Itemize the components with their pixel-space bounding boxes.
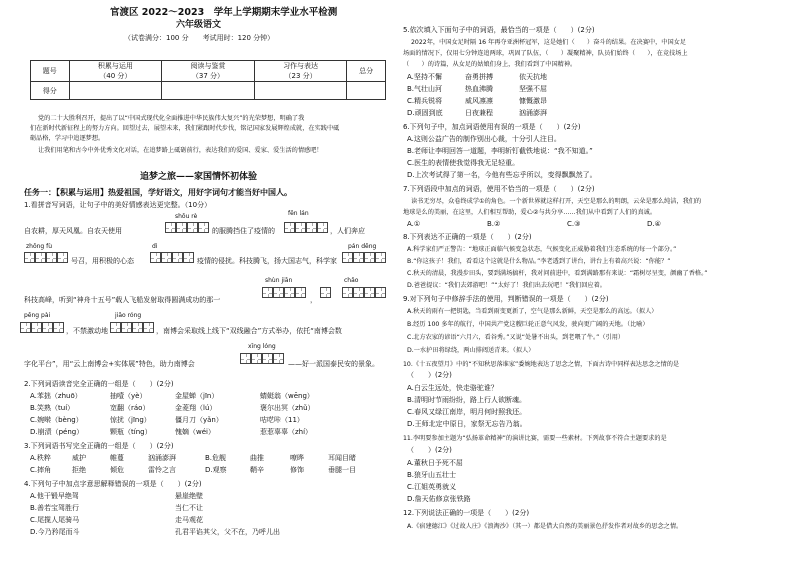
option-text: A.① bbox=[407, 220, 421, 228]
q12-stem: 12.下列说法正确的一项是（ ）(2分) bbox=[403, 509, 530, 517]
option-text: 倾危 bbox=[110, 466, 124, 474]
score-row-label: 得分 bbox=[31, 82, 70, 100]
option-text: C.医生的表情使我觉得我无足轻重。 bbox=[407, 159, 520, 167]
option-text: 颗瓶（tíng） bbox=[110, 428, 152, 436]
q1-text: 字化平台”，用“云上南博会+实体展”特色，助力南博会 bbox=[24, 360, 195, 368]
option-text: D.崩渍（péng） bbox=[30, 428, 84, 436]
option-text: C.尾揽人尾骑马 bbox=[30, 516, 80, 524]
option-text: A.科学家们严正警告：“地球正面临气候变急状态，气候变化正威胁着我们生态系统的每一个部分。” bbox=[407, 246, 677, 253]
intro-line: 让我们用笔和古今中外优秀文化对话，在追梦路上砥砺前行，表达我们的爱国、爱家、爱生活的情感吧！ bbox=[38, 147, 323, 154]
option-text: 耳闻目睹 bbox=[328, 454, 356, 462]
q2-stem: 2.下列词语读音完全正确的一组是（ ）(2分) bbox=[24, 380, 174, 388]
q1-text: ，人们奔应 bbox=[330, 227, 365, 235]
option-text: 依天抗地 bbox=[519, 73, 547, 81]
q1-text: ——好一派国泰民安的景象。 bbox=[288, 360, 379, 368]
option-text: 宽翻（ráo） bbox=[110, 404, 150, 412]
option-text: B.② bbox=[487, 220, 501, 228]
option-text: 金菱翔（lú） bbox=[175, 404, 217, 412]
answer-grid[interactable] bbox=[150, 252, 194, 263]
option-text: 咕呓咔（11） bbox=[260, 416, 304, 424]
answer-grid[interactable] bbox=[165, 222, 209, 233]
q1-text: 自农耕，厚天风凰。自农天使用 bbox=[24, 227, 122, 235]
answer-grid[interactable] bbox=[262, 287, 306, 298]
intro-line: 砺品格，学习中追逐梦想。 bbox=[30, 135, 105, 142]
option-text: 威风凛凛 bbox=[465, 97, 493, 105]
option-text: D.上次考试得了第一名，今他有些忘乎所以，变得飘飘然了。 bbox=[407, 171, 597, 179]
option-text: D.今乃矜尾而斗 bbox=[30, 528, 80, 536]
option-text: 走马观花 bbox=[175, 516, 203, 524]
q1-text: ，南博会采取线上线下“双线融合”方式举办，依托“南博会数 bbox=[156, 327, 342, 335]
exam-title: 官渡区 2022～2023 学年上学期期末学业水平检测 bbox=[110, 7, 338, 18]
q5-stem: 5.依次填入下面句子中的词语，最恰当的一项是（ ）(2分) bbox=[403, 26, 595, 34]
answer-grid[interactable] bbox=[284, 222, 328, 233]
option-text: A.这则公益广告的制作别出心裁，十分引人注目。 bbox=[407, 135, 561, 143]
score-header-cell: 习作与表达 （23 分） bbox=[254, 61, 347, 82]
option-text: B.危舰 bbox=[205, 454, 227, 462]
q1-text: ，不禁激动地 bbox=[66, 327, 108, 335]
section-title: 追梦之旅——家国情怀初体验 bbox=[140, 172, 258, 182]
option-text: A.《宿建德江》《过故人庄》《浪淘沙》（其一）都是借大自然的美丽景色抒发作者对故乡的思念之情。 bbox=[407, 523, 683, 530]
option-text: C.精兵锐将 bbox=[407, 97, 443, 105]
option-text: B.气壮山河 bbox=[407, 85, 443, 93]
q3-stem: 3.下列词语书写完全正确的一组是（ ）(2分) bbox=[24, 442, 174, 450]
pinyin: xīng lóng bbox=[248, 343, 276, 350]
q1-text: ， bbox=[310, 296, 317, 304]
option-text: 修饰 bbox=[290, 466, 304, 474]
q11-stem: 11.李明要参加主题为“弘扬革命精神”的演讲比赛，需要一些素材。下列故事不符合主题要求的是 bbox=[403, 435, 667, 442]
option-text: 蜻蜓翁（wēng） bbox=[260, 392, 314, 400]
answer-grid[interactable] bbox=[342, 287, 386, 298]
option-text: C.摔角 bbox=[30, 466, 52, 474]
q9-stem: 9.对下列句子中修辞手法的使用，判断错误的一项是（ ）(2分) bbox=[403, 295, 609, 303]
score-header-cell: 题号 bbox=[31, 61, 70, 82]
option-text: 奋勇拼搏 bbox=[465, 73, 493, 81]
task-one-heading: 任务一：【积累与运用】热爱祖国，学好语文，用好字词句才能当好中国人。 bbox=[24, 188, 292, 197]
intro-line: 们在新时代新征程上的努力方向。回望过去，展望未来，我们紧跟时代步伐，铭记国家发展辉煌成就，在实践中砥 bbox=[30, 125, 340, 132]
option-text: B.笑熟（tuí） bbox=[30, 404, 75, 412]
option-text: C.北方农家的谚语“六月六，看谷秀。”又说“处暑不出头，到老喂了牛。”（引用） bbox=[407, 334, 625, 341]
option-text: C.春风又绿江南岸，明月何时照我还。 bbox=[407, 408, 527, 416]
option-text: B.狼牙山五壮士 bbox=[407, 471, 457, 479]
option-text: B.老师让李明回答一道题，李明斩钉截铁地说：“我不知道。” bbox=[407, 147, 593, 155]
pinyin: chǎo bbox=[344, 277, 359, 284]
option-text: B.清明时节雨纷纷，路上行人欲断魂。 bbox=[407, 396, 527, 404]
q6-stem: 6.下列句子中，加点词语使用有误的一项是（ ）(2分) bbox=[403, 123, 581, 131]
q1-stem: 1.看拼音写词语，让句子中的美好情感表达更完整。（10分） bbox=[24, 201, 212, 209]
q5-passage: （ ）的诗篇，从女足的姑娘们身上，我们看到了中国精神。 bbox=[403, 61, 577, 68]
option-text: 雷怜之言 bbox=[148, 466, 176, 474]
q5-passage: 场面的情况下，仅用七分钟连追两球，巩固了队伍，（ ）凝聚精神，队员们始终（ ），在竞技场上 bbox=[403, 50, 688, 57]
option-text: A.他干锻早绝驾 bbox=[30, 492, 79, 500]
option-text: A.董秋日予死不屈 bbox=[407, 459, 463, 467]
pinyin: shōu rè bbox=[175, 213, 198, 220]
option-text: 金屋蝉（jīn） bbox=[175, 392, 219, 400]
option-text: A.白云生远处，快走骆驼谁？ bbox=[407, 384, 498, 392]
q7-passage: 地球是么的美丽，在这里，人们相互帮助，爱心②与共分享……我们从中看到了人们的真诚。 bbox=[403, 209, 657, 216]
option-text: D.一水护田将绿绕，两山排闼送青来。（拟人） bbox=[407, 347, 535, 354]
option-text: 汹涌澎湃 bbox=[519, 109, 547, 117]
option-text: 惹惹辜辜（zhí） bbox=[260, 428, 313, 436]
q10-stem: （ ）(2分) bbox=[407, 371, 452, 379]
option-text: 僵月刀（yǎn） bbox=[175, 416, 223, 424]
option-text: 愧嫡（wéi） bbox=[175, 428, 215, 436]
score-cell[interactable] bbox=[69, 82, 162, 100]
q5-passage: 2022年，中国女足时隔 16 年再夺亚洲杯冠军，这是她们（ ）奋斗的结果。在决赛中，中国女足 bbox=[411, 39, 687, 46]
option-text: B.善若宝驾胜行 bbox=[30, 504, 80, 512]
score-cell[interactable] bbox=[347, 82, 386, 100]
option-text: D.詹天佑修京张铁路 bbox=[407, 495, 471, 503]
q10-stem: 10.《十五夜望月》中的“不知秋思落谁家”委婉地表达了思念之情，下面古诗中同样表达思念之情的是 bbox=[403, 361, 680, 368]
score-header-cell: 积累与运用 （40 分） bbox=[69, 61, 162, 82]
option-text: D.顽固到底 bbox=[407, 109, 443, 117]
option-text: C.③ bbox=[567, 220, 581, 228]
q11-stem: （ ）(2分) bbox=[407, 446, 452, 454]
option-text: 悬崖绝壁 bbox=[175, 492, 203, 500]
option-text: D.观察 bbox=[205, 466, 227, 474]
option-text: D.王师北定中原日，家祭无忘告乃翁。 bbox=[407, 420, 527, 428]
q1-text: 科技高峰，听到“神舟十五号”载人飞船发射取得圆满成功的那一 bbox=[24, 296, 221, 304]
q4-stem: 4.下列句子中加点字意思解释错误的一项是（ ）(2分) bbox=[24, 480, 202, 488]
q1-text: 疫情的侵扰。科技腾飞，扬大国志气，科学家 bbox=[197, 257, 337, 265]
q7-stem: 7.下列语段中加点的词语，使用不恰当的一项是（ ）(2分) bbox=[403, 185, 595, 193]
right-column bbox=[397, 0, 794, 562]
option-text: 坚强不屈 bbox=[519, 85, 547, 93]
score-table bbox=[30, 60, 386, 100]
pinyin: shùn jiān bbox=[265, 277, 293, 284]
option-text: 日夜兼程 bbox=[465, 109, 493, 117]
pinyin: dì bbox=[152, 243, 158, 250]
score-header-cell: 阅读与鉴赏 （37 分） bbox=[162, 61, 255, 82]
option-text: A.苯拙（zhuō） bbox=[30, 392, 82, 400]
option-text: A.秩粹 bbox=[30, 454, 51, 462]
q7-passage: 读书无穷尽，众卷终成学①的角色。一个新世界就这样打开，天空是那么的明朗，云朵是那么纯洁，我们的 bbox=[411, 198, 702, 205]
answer-grid[interactable] bbox=[110, 322, 154, 333]
option-text: 孔君平谄其父，父不在，乃呼儿出 bbox=[175, 528, 280, 536]
option-text: 曲推 bbox=[250, 454, 264, 462]
option-text: C.婉啭（bèng） bbox=[30, 416, 83, 424]
pinyin: jiāo róng bbox=[115, 312, 142, 319]
option-text: 褒尔出冥（zhǔ） bbox=[260, 404, 315, 412]
option-text: 汹涌澎湃 bbox=[148, 454, 176, 462]
option-text: A.秋天的雨有一把钥匙，当看到雨变更新了，空气是那么新鲜，天空是那么的高远。（拟人） bbox=[407, 308, 658, 315]
option-text: 帷蔓 bbox=[110, 454, 124, 462]
exam-info: （试卷满分：100 分 考试用时：120 分钟） bbox=[124, 34, 275, 42]
pinyin: fēn lán bbox=[288, 210, 309, 217]
intro-line: 党的二十大胜利召开，提出了以“中国式现代化全面推进中华民族伟大复兴”的光荣梦想，明确了我 bbox=[38, 115, 305, 122]
pinyin: zhōng fù bbox=[26, 243, 53, 250]
score-header-cell: 总分 bbox=[347, 61, 386, 82]
q1-text: 的服腾挡住了疫情的 bbox=[212, 227, 275, 235]
answer-grid[interactable] bbox=[342, 252, 386, 263]
option-text: 抽噎（yè） bbox=[110, 392, 147, 400]
option-text: 鞘辛 bbox=[250, 466, 264, 474]
answer-grid[interactable] bbox=[320, 287, 331, 298]
answer-grid[interactable] bbox=[24, 252, 68, 263]
option-text: D.④ bbox=[647, 220, 661, 228]
pinyin: pēng pài bbox=[24, 312, 51, 319]
q1-text: 号召，用积极的心态 bbox=[71, 257, 134, 265]
q8-stem: 8.下列表达不正确的一项是（ ）(2分) bbox=[403, 233, 532, 241]
option-text: D.爸爸提议：“我们去郊游吧！”“太好了！我们出去玩吧！”我们回应着。 bbox=[407, 282, 606, 289]
option-text: 惊扰（jīng） bbox=[110, 416, 151, 424]
score-cell[interactable] bbox=[162, 82, 255, 100]
answer-grid[interactable] bbox=[20, 322, 64, 333]
option-text: 拒绝 bbox=[72, 466, 86, 474]
option-text: B.“你这孩子！我们，看看这个这就是什么物品。”李老透到了讲台，讲台上有着高兴说：“你能？” bbox=[407, 258, 671, 265]
option-text: B.经历 100 多年的航行，中国共产党这艘巨轮正意气风发，驶向更广阔的天地。（比喻） bbox=[407, 321, 649, 328]
exam-subject: 六年级语文 bbox=[176, 20, 222, 30]
option-text: 威护 bbox=[72, 454, 86, 462]
score-cell[interactable] bbox=[254, 82, 347, 100]
option-text: 慷慨激昂 bbox=[519, 97, 547, 105]
option-text: C.秋天的清晨，我漫步田头，要到满场搞杆，我对问前进中，看到满路那有来说：“霜树尽呈变，颜幽了香格。” bbox=[407, 270, 708, 277]
option-text: 热血沸腾 bbox=[465, 85, 493, 93]
pinyin: pán dēng bbox=[348, 243, 377, 250]
option-text: A.坚持不懈 bbox=[407, 73, 442, 81]
answer-grid[interactable] bbox=[240, 353, 284, 364]
option-text: C.江姐英勇就义 bbox=[407, 483, 457, 491]
option-text: 当仁不让 bbox=[175, 504, 203, 512]
option-text: 嘹晔 bbox=[290, 454, 304, 462]
option-text: 垂腿一目 bbox=[328, 466, 356, 474]
